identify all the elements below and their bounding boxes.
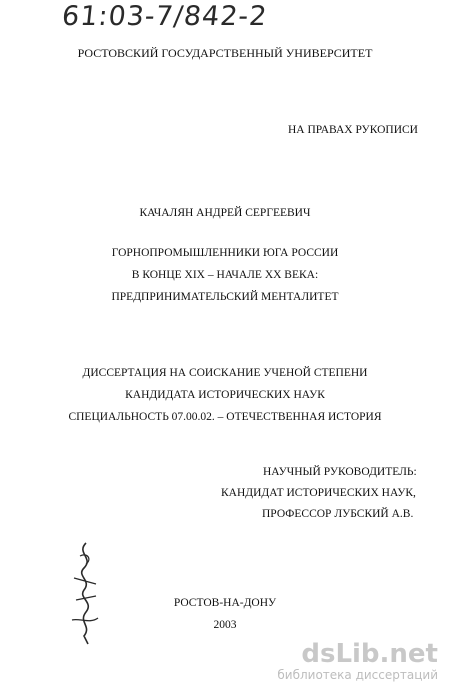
rights-note: НА ПРАВАХ РУКОПИСИ — [288, 124, 418, 136]
dissertation-line-1: ДИССЕРТАЦИЯ НА СОИСКАНИЕ УЧЕНОЙ СТЕПЕНИ — [82, 367, 368, 379]
university-name: РОСТОВСКИЙ ГОСУДАРСТВЕННЫЙ УНИВЕРСИТЕТ — [77, 46, 373, 60]
signature-image — [66, 538, 106, 648]
handwritten-registration-number: 61:03-7/842-2 — [60, 1, 269, 32]
supervisor-name: ПРОФЕССОР ЛУБСКИЙ А.В. — [262, 508, 414, 520]
watermark-caption: библиотека диссертаций — [277, 668, 438, 682]
watermark-logo — [277, 640, 438, 682]
supervisor-degree: КАНДИДАТ ИСТОРИЧЕСКИХ НАУК, — [221, 487, 416, 499]
thesis-title-line-3: ПРЕДПРИНИМАТЕЛЬСКИЙ МЕНТАЛИТЕТ — [111, 291, 339, 303]
supervisor-label: НАУЧНЫЙ РУКОВОДИТЕЛЬ: — [263, 466, 417, 478]
dissertation-line-3: СПЕЦИАЛЬНОСТЬ 07.00.02. – ОТЕЧЕСТВЕННАЯ ИСТОРИЯ — [68, 411, 382, 423]
year: 2003 — [213, 619, 237, 631]
thesis-title-line-2: В КОНЦЕ XIX – НАЧАЛЕ XX ВЕКА: — [131, 269, 319, 281]
city: РОСТОВ-НА-ДОНУ — [173, 597, 277, 609]
thesis-title-line-1: ГОРНОПРОМЫШЛЕННИКИ ЮГА РОССИИ — [111, 247, 339, 259]
author-name: КАЧАЛЯН АНДРЕЙ СЕРГЕЕВИЧ — [139, 207, 311, 219]
watermark-brand: dsLib.net — [301, 639, 438, 669]
dissertation-line-2: КАНДИДАТА ИСТОРИЧЕСКИХ НАУК — [125, 389, 325, 401]
